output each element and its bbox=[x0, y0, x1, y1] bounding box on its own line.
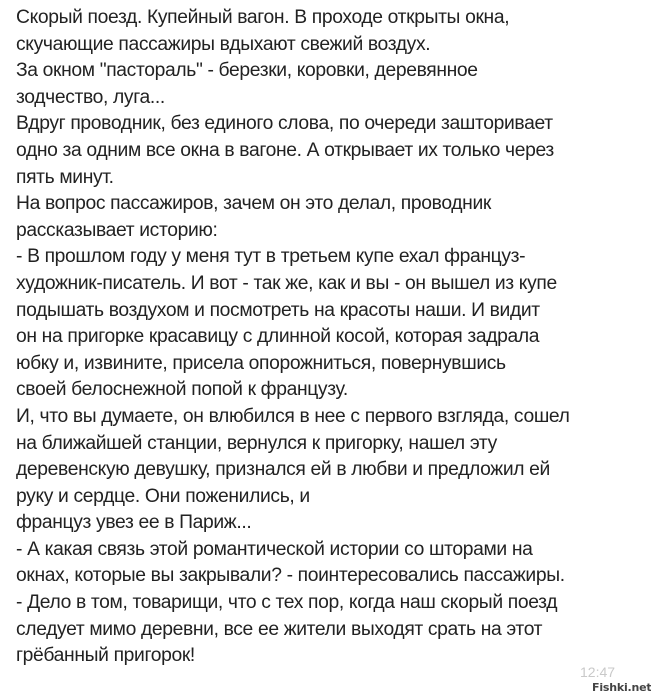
text-line: подышать воздухом и посмотреть на красоты наши. И видит bbox=[16, 299, 540, 321]
site-watermark: Fishki.net bbox=[592, 681, 651, 694]
text-line: Вдруг проводник, без единого слова, по очереди зашторивает bbox=[16, 113, 553, 135]
text-line: грёбанный пригорок! bbox=[16, 645, 195, 667]
text-line: одно за одним все окна в вагоне. А открывает их только через bbox=[16, 139, 554, 161]
text-line: деревенскую девушку, признался ей в любви и предложил ей bbox=[16, 459, 550, 481]
text-line: француз увез ее в Париж... bbox=[16, 512, 252, 534]
text-line: руку и сердце. Они поженились, и bbox=[16, 485, 310, 507]
text-line: рассказывает историю: bbox=[16, 219, 218, 241]
text-line: на ближайшей станции, вернулся к пригорку, нашел эту bbox=[16, 432, 497, 454]
text-line: - Дело в том, товарищи, что с тех пор, когда наш скорый поезд bbox=[16, 592, 558, 614]
text-line: За окном "пастораль" - березки, коровки, деревянное bbox=[16, 60, 478, 82]
text-line: юбку и, извините, присела опорожниться, повернувшись bbox=[16, 352, 506, 374]
text-line: - А какая связь этой романтической истории со шторами на bbox=[16, 538, 533, 560]
text-line: пять минут. bbox=[16, 166, 114, 188]
text-line: зодчество, луга... bbox=[16, 86, 165, 108]
text-line: И, что вы думаете, он влюбился в нее с первого взгляда, сошел bbox=[16, 405, 570, 427]
text-line: своей белоснежной попой к французу. bbox=[16, 379, 348, 401]
text-line: художник-писатель. И вот - так же, как и вы - он вышел из купе bbox=[16, 272, 557, 294]
story-text bbox=[16, 5, 632, 670]
text-line: - В прошлом году у меня тут в третьем купе ехал француз- bbox=[16, 246, 526, 268]
message-timestamp: 12:47 bbox=[580, 664, 616, 680]
text-line: он на пригорке красавицу с длинной косой, которая задрала bbox=[16, 326, 540, 348]
text-line: окнах, которые вы закрывали? - поинтересовались пассажиры. bbox=[16, 565, 565, 587]
text-line: На вопрос пассажиров, зачем он это делал, проводник bbox=[16, 193, 491, 215]
text-line: следует мимо деревни, все ее жители выходят срать на этот bbox=[16, 618, 543, 640]
text-line: скучающие пассажиры вдыхают свежий воздух. bbox=[16, 33, 431, 55]
text-line: Скорый поезд. Купейный вагон. В проходе открыты окна, bbox=[16, 7, 510, 28]
